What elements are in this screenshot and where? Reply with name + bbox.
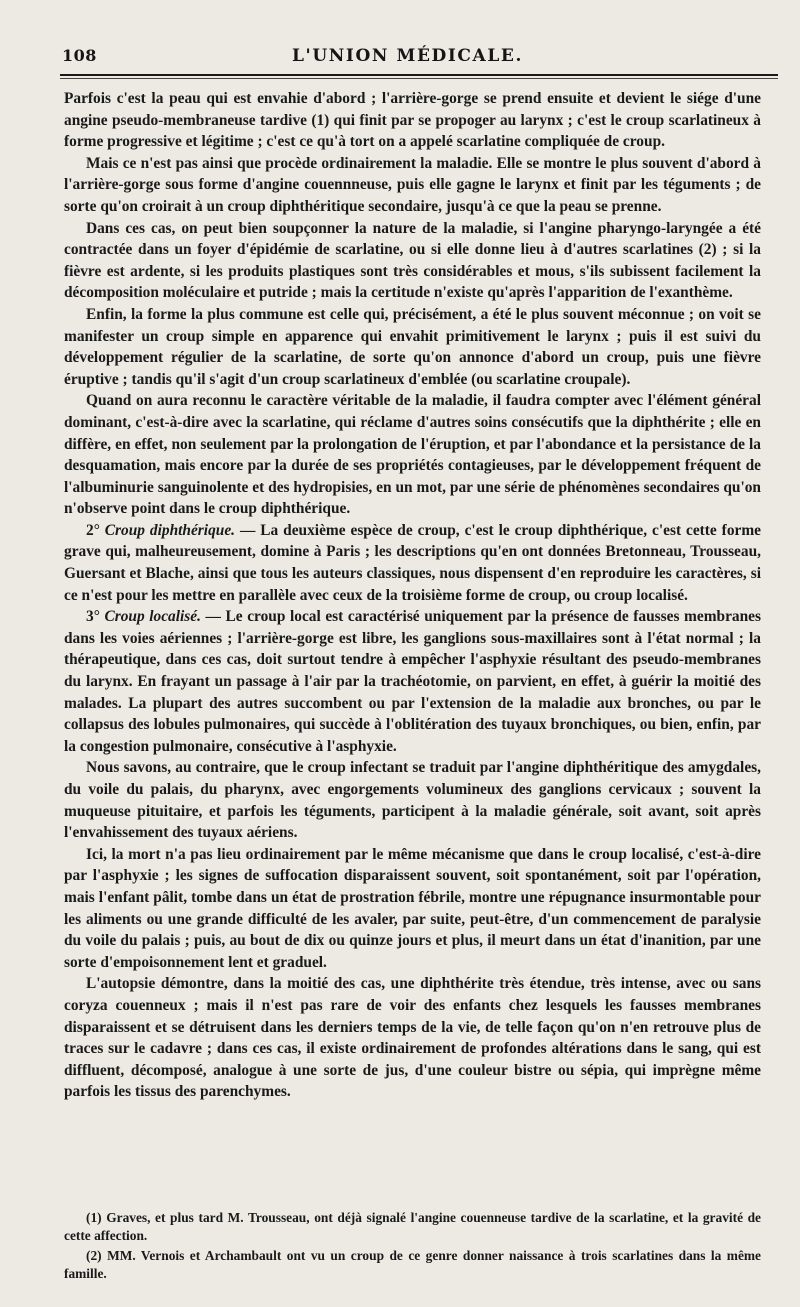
paragraph: Quand on aura reconnu le caractère véritable de la maladie, il faudra compter avec l'élément général dominant, c'est-à-dire avec la scarlatine, qui réclame d'autres soins consécutifs que la diphthérite ; elle en diffère, en effet, non seulement par la prolongation de l'éruption, et par l'abondance et la persistance de la desquamation, mais encore par la durée de ses propriétés contagieuses, par le développement fréquent de l'albuminurie sanguinolente et des hydropisies, en un mot, par une série de phénomènes secondaires qu'on n'observe point dans le croup diphthérique. — [64, 392, 761, 518]
body-text — [64, 88, 761, 1103]
paragraph-text: — Le croup local est caractérisé uniquement par la présence de fausses membranes dans les voies aériennes ; l'arrière-gorge est libre, les ganglions sous-maxillaires sont à l'état normal ; la thérapeutique, dans ces cas, doit surtout tendre à empêcher l'asphyxie résultant des pseudo-membranes du larynx. En frayant un passage à l'air par la trachéotomie, on parvient, en effet, à guérir la moitié des malades. La plupart des autres succombent ou par l'extension de la maladie aux bronches, ou par le collapsus des lobules pulmonaires, qui succède à l'oblitération des tuyaux bronchiques, ou bien, enfin, par la congestion pulmonaire, consécutive à l'asphyxie. — [64, 608, 761, 755]
paragraph: Mais ce n'est pas ainsi que procède ordinairement la maladie. Elle se montre le plus souvent d'abord à l'arrière-gorge sous forme d'angine couennneuse, puis elle gagne le larynx et finit par les téguments ; de sorte qu'on croirait à un croup diphthéritique secondaire, jusqu'à ce que la peau se prenne. — [64, 154, 761, 215]
paragraph-croup-localise — [64, 606, 761, 757]
paragraph: Nous savons, au contraire, que le croup infectant se traduit par l'angine diphthéritique des amygdales, du voile du palais, du pharynx, avec engorgements volumineux des ganglions cervicaux ; souvent la muqueuse pituitaire, et parfois les téguments, participent à la maladie générale, soit avant, soit après l'envahissement des tuyaux aériens. — [64, 759, 761, 842]
paragraph: Enfin, la forme la plus commune est celle qui, précisément, a été le plus souvent méconnue ; on voit se manifester un croup simple en apparence qui envahit primitivement le larynx ; puis il est suivi du développement régulier de la scarlatine, de sorte qu'on annonce d'abord un croup, puis une fièvre éruptive ; tandis qu'il s'agit d'un croup scarlatineux d'emblée (ou scarlatine croupale). — [64, 305, 761, 388]
section-heading: Croup localisé. — [104, 608, 201, 626]
page-number: 108 — [62, 46, 97, 65]
running-title: L'UNION MÉDICALE. — [292, 46, 523, 66]
footnote: (1) Graves, et plus tard M. Trousseau, ont déjà signalé l'angine couenneuse tardive de la scarlatine, et la gravité de cette affection. — [64, 1210, 761, 1243]
paragraph-text: — La deuxième espèce de croup, c'est le croup diphthérique, c'est cette forme grave qui, malheureusement, domine à Paris ; les descriptions qu'en ont données Bretonneau, Trousseau, Guersant et Blache, ainsi que tous les auteurs classiques, nous dispensent d'en reproduire les caractères, si ce n'est pour les mettre en parallèle avec ceux de la troisième forme de croup, ou croup localisé. — [64, 521, 761, 604]
section-number: 3° — [86, 608, 105, 626]
paragraph: Ici, la mort n'a pas lieu ordinairement par le même mécanisme que dans le croup localisé, c'est-à-dire par l'asphyxie ; les signes de suffocation disparaissent souvent, soit spontanément, soit par l'opération, mais l'enfant pâlit, tombe dans un état de prostration fébrile, montre une répugnance insurmontable pour les aliments ou une grande difficulté de les avaler, par suite, peut-être, d'un commencement de paralysie du voile du palais ; puis, au bout de dix ou quinze jours et plus, il meurt dans un état d'inanition, par une sorte d'empoisonnement lent et graduel. — [64, 845, 761, 971]
paragraph: L'autopsie démontre, dans la moitié des cas, une diphthérite très étendue, très intense, avec ou sans coryza couenneux ; mais il n'est pas rare de voir des enfants chez lesquels les fausses membranes disparaissent et se détruisent dans les derniers temps de la vie, de telle façon qu'on n'en retrouve plus de traces sur le cadavre ; dans ces cas, il existe ordinairement de profondes altérations dans le sang, qui est diffluent, décomposé, analogue à une sorte de jus, d'une couleur bistre ou sépia, qui imprègne même parfois les tissus des parenchymes. — [64, 975, 761, 1101]
paragraph: Dans ces cas, on peut bien soupçonner la nature de la maladie, si l'angine pharyngo-laryngée a été contractée dans un foyer d'épidémie de scarlatine, ou si elle donne lieu à d'autres scarlatines (2) ; si la fièvre est ardente, si les produits plastiques sont très considérables et mous, s'ils subissent facilement la décomposition moléculaire et putride ; mais la certitude n'existe qu'après l'apparition de l'exanthème. — [64, 219, 761, 302]
footnotes — [64, 1209, 761, 1285]
page-header — [62, 46, 776, 72]
header-rule — [60, 74, 778, 76]
paragraph: Parfois c'est la peau qui est envahie d'abord ; l'arrière-gorge se prend ensuite et devient le siége d'une angine pseudo-membraneuse tardive (1) qui finit par se propoger au larynx ; c'est le croup scarlatineux à forme progressive et légitime ; c'est ce qu'à tort on a appelé scarlatine compliquée de croup. — [64, 90, 761, 151]
section-number: 2° — [86, 521, 105, 539]
header-rule-thin — [60, 78, 778, 79]
section-heading: Croup diphthérique. — [104, 521, 236, 539]
footnote: (2) MM. Vernois et Archambault ont vu un croup de ce genre donner naissance à trois scarlatines dans la même famille. — [64, 1248, 761, 1281]
paragraph-croup-diphtherique — [64, 520, 761, 606]
